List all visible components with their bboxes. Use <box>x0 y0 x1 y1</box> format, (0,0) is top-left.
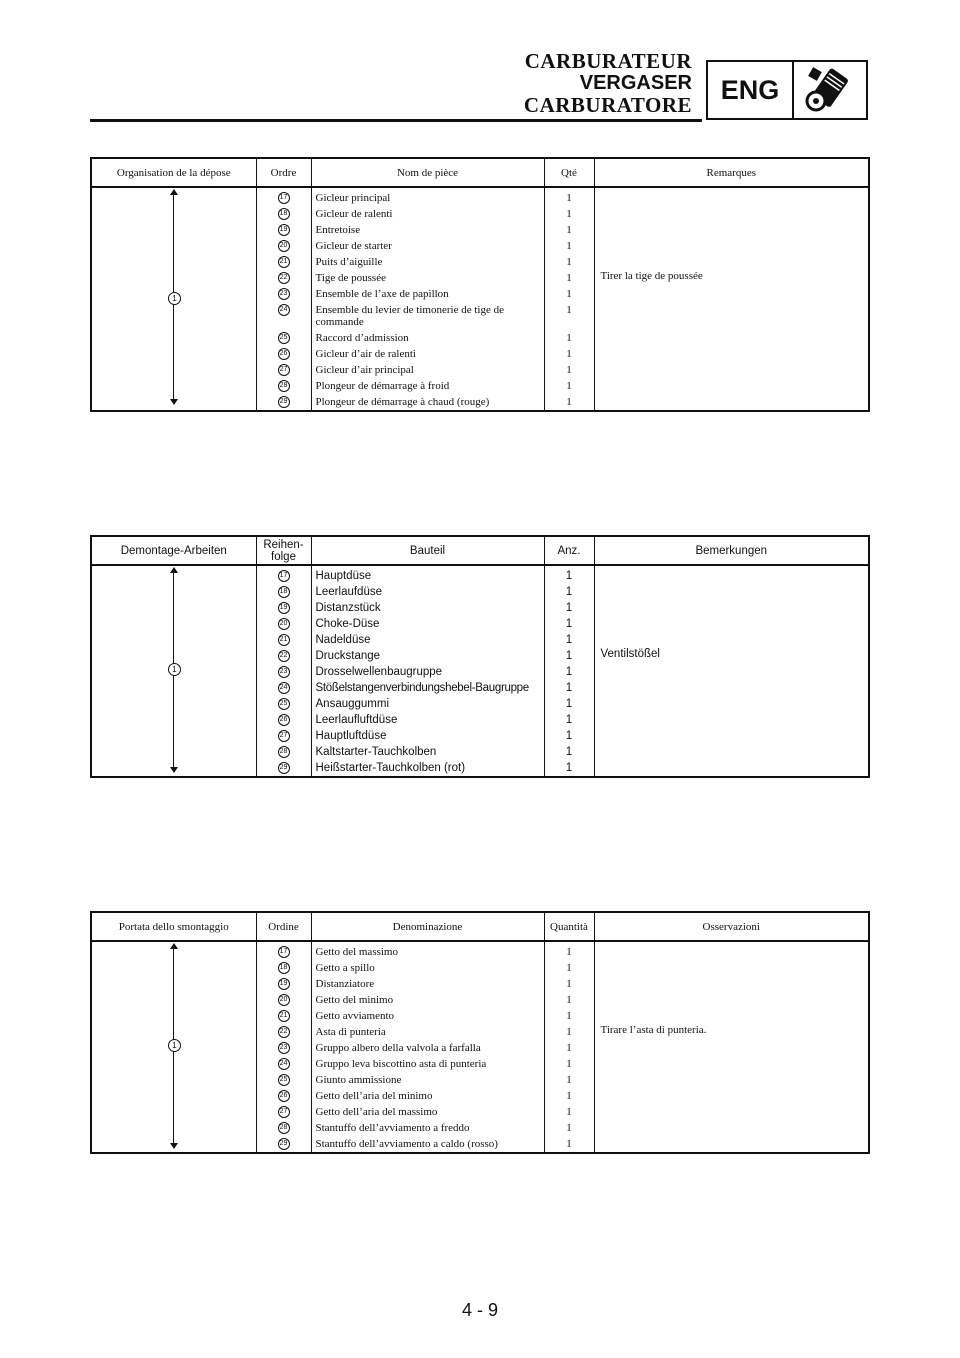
part-name: Getto del minimo <box>315 994 394 1006</box>
part-qty: 1 <box>566 304 572 316</box>
part-name: Distanziatore <box>315 978 375 990</box>
part-name: Druckstange <box>315 650 381 662</box>
part-qty: 1 <box>566 946 572 958</box>
part-number: 21 <box>278 634 290 646</box>
part-qty: 1 <box>565 650 573 662</box>
title-german: VERGASER <box>579 72 692 94</box>
part-number: 23 <box>278 288 290 300</box>
part-number: 21 <box>278 256 290 268</box>
part-name: Gicleur de ralenti <box>315 208 393 220</box>
arrow-up-icon <box>170 567 178 573</box>
part-qty: 1 <box>566 348 572 360</box>
part-number: 18 <box>278 586 290 598</box>
part-qty: 1 <box>566 396 572 408</box>
part-qty: 1 <box>565 746 573 758</box>
arrow-down-icon <box>170 1143 178 1149</box>
part-qty: 1 <box>566 978 572 990</box>
part-qty: 1 <box>566 1138 572 1150</box>
part-qty: 1 <box>565 698 573 710</box>
part-name: Drosselwellenbaugruppe <box>315 666 443 678</box>
quantity-column <box>544 941 594 1153</box>
part-qty: 1 <box>566 1026 572 1038</box>
part-number: 26 <box>278 1090 290 1102</box>
part-name: Getto dell’aria del massimo <box>315 1106 438 1118</box>
step-number: 1 <box>168 663 181 676</box>
part-qty: 1 <box>565 666 573 678</box>
part-name: Gicleur de starter <box>315 240 392 252</box>
header-order: Reihen- folge <box>256 536 311 565</box>
parts-table-german <box>90 535 870 778</box>
part-qty: 1 <box>566 240 572 252</box>
remarks-cell <box>594 565 869 777</box>
part-number: 22 <box>278 1026 290 1038</box>
part-name: Distanzstück <box>315 602 381 614</box>
header-organisation: Organisation de la dépose <box>91 158 256 187</box>
header-remarks: Bemerkungen <box>594 536 869 565</box>
parts-table-french <box>90 157 870 412</box>
part-qty: 1 <box>566 1010 572 1022</box>
part-number: 26 <box>278 348 290 360</box>
part-number: 28 <box>278 380 290 392</box>
part-name: Gruppo albero della valvola a farfalla <box>315 1042 481 1054</box>
part-name: Stantuffo dell’avviamento a freddo <box>315 1122 470 1134</box>
part-name: Leerlaufluftdüse <box>315 714 398 726</box>
part-name: Getto dell’aria del minimo <box>315 1090 433 1102</box>
part-qty: 1 <box>565 602 573 614</box>
part-number: 22 <box>278 272 290 284</box>
part-name: Hauptluftdüse <box>315 730 387 742</box>
part-qty: 1 <box>566 1042 572 1054</box>
header-quantity: Anz. <box>544 536 594 565</box>
header-part-name: Bauteil <box>311 536 544 565</box>
part-qty: 1 <box>566 272 572 284</box>
part-qty: 1 <box>566 288 572 300</box>
part-number: 29 <box>278 762 290 774</box>
part-name: Getto a spillo <box>315 962 375 974</box>
part-qty: 1 <box>565 682 573 694</box>
part-qty: 1 <box>566 208 572 220</box>
header-part-name: Nom de pièce <box>311 158 544 187</box>
part-name: Kaltstarter-Tauchkolben <box>315 746 437 758</box>
header-part-name: Denominazione <box>311 912 544 941</box>
part-number: 25 <box>278 332 290 344</box>
header-quantity: Quantità <box>544 912 594 941</box>
part-name: Hauptdüse <box>315 570 372 582</box>
header-remarks: Osservazioni <box>594 912 869 941</box>
part-name: Entretoise <box>315 224 361 236</box>
part-number: 23 <box>278 666 290 678</box>
header-organisation: Demontage-Arbeiten <box>91 536 256 565</box>
part-name: Tige de poussée <box>315 272 386 284</box>
part-qty: 1 <box>566 192 572 204</box>
step-range-cell <box>91 187 256 411</box>
part-qty: 1 <box>565 762 573 774</box>
part-qty: 1 <box>565 618 573 630</box>
part-name: Gicleur d’air principal <box>315 364 414 376</box>
step-number: 1 <box>168 1039 181 1052</box>
section-badge <box>706 60 868 120</box>
header-order: Ordre <box>256 158 311 187</box>
part-number: 27 <box>278 1106 290 1118</box>
part-number: 27 <box>278 364 290 376</box>
table-header-row <box>91 158 869 187</box>
arrow-up-icon <box>170 189 178 195</box>
remarks-cell <box>594 941 869 1153</box>
table-header-row <box>91 536 869 565</box>
part-number: 19 <box>278 224 290 236</box>
part-number: 17 <box>278 570 290 582</box>
part-name: Plongeur de démarrage à froid <box>315 380 450 392</box>
part-name: Asta di punteria <box>315 1026 386 1038</box>
part-qty: 1 <box>566 1122 572 1134</box>
part-number: 25 <box>278 698 290 710</box>
remark-text: Tirare l’asta di punteria. <box>600 1024 707 1036</box>
order-column <box>256 941 311 1153</box>
part-qty: 1 <box>566 364 572 376</box>
part-name: Stößelstangenverbindungshebel-Baugruppe <box>315 682 529 694</box>
part-number: 19 <box>278 602 290 614</box>
part-qty: 1 <box>565 570 573 582</box>
part-qty: 1 <box>566 1090 572 1102</box>
part-name: Puits d’aiguille <box>315 256 383 268</box>
part-qty: 1 <box>566 994 572 1006</box>
part-name: Choke-Düse <box>315 618 380 630</box>
part-name: Heißstarter-Tauchkolben (rot) <box>315 762 466 774</box>
part-name: Raccord d’admission <box>315 332 409 344</box>
header-rule <box>90 119 702 122</box>
quantity-column <box>544 565 594 777</box>
part-name: Gicleur principal <box>315 192 391 204</box>
part-number: 24 <box>278 304 290 316</box>
part-qty: 1 <box>566 962 572 974</box>
part-name-column <box>311 941 544 1153</box>
step-range-cell <box>91 565 256 777</box>
quantity-column <box>544 187 594 411</box>
part-number: 24 <box>278 1058 290 1070</box>
part-name: Gruppo leva biscottino asta di punteria <box>315 1058 487 1070</box>
part-name: Leerlaufdüse <box>315 586 382 598</box>
part-qty: 1 <box>566 1074 572 1086</box>
part-number: 25 <box>278 1074 290 1086</box>
part-number: 21 <box>278 1010 290 1022</box>
part-number: 18 <box>278 208 290 220</box>
part-qty: 1 <box>566 256 572 268</box>
part-qty: 1 <box>565 730 573 742</box>
part-number: 27 <box>278 730 290 742</box>
part-name-column <box>311 187 544 411</box>
part-name: Ansauggummi <box>315 698 390 710</box>
part-number: 20 <box>278 240 290 252</box>
part-name: Ensemble de l’axe de papillon <box>315 288 449 300</box>
part-number: 29 <box>278 1138 290 1150</box>
page-number: 4 - 9 <box>461 1300 499 1320</box>
part-number: 18 <box>278 962 290 974</box>
part-number: 23 <box>278 1042 290 1054</box>
part-number: 17 <box>278 192 290 204</box>
section-titles <box>524 50 692 116</box>
remark-text: Tirer la tige de poussée <box>600 270 703 282</box>
part-qty: 1 <box>566 380 572 392</box>
header-remarks: Remarques <box>594 158 869 187</box>
part-qty: 1 <box>566 1106 572 1118</box>
table-header-row <box>91 912 869 941</box>
part-number: 20 <box>278 994 290 1006</box>
part-qty: 1 <box>566 332 572 344</box>
part-qty: 1 <box>565 634 573 646</box>
part-number: 17 <box>278 946 290 958</box>
order-column <box>256 187 311 411</box>
part-name: Nadeldüse <box>315 634 371 646</box>
part-number: 28 <box>278 746 290 758</box>
part-name: Stantuffo dell’avviamento a caldo (rosso) <box>315 1138 498 1150</box>
parts-table-italian <box>90 911 870 1154</box>
part-number: 28 <box>278 1122 290 1134</box>
part-name: Gicleur d’air de ralenti <box>315 348 416 360</box>
part-name: Ensemble du levier de timonerie de tige de commande <box>315 304 504 328</box>
step-range-cell <box>91 941 256 1153</box>
part-number: 19 <box>278 978 290 990</box>
title-french: CARBURATEUR <box>524 49 692 73</box>
remarks-cell <box>594 187 869 411</box>
part-qty: 1 <box>566 224 572 236</box>
part-number: 29 <box>278 396 290 408</box>
order-column <box>256 565 311 777</box>
section-badge-label: ENG <box>708 62 794 118</box>
remark-text: Ventilstößel <box>600 648 660 660</box>
part-number: 24 <box>278 682 290 694</box>
part-name-column <box>311 565 544 777</box>
arrow-down-icon <box>170 399 178 405</box>
part-number: 26 <box>278 714 290 726</box>
part-number: 20 <box>278 618 290 630</box>
part-name: Plongeur de démarrage à chaud (rouge) <box>315 396 490 408</box>
engine-piston-icon <box>794 62 866 118</box>
part-name: Getto avviamento <box>315 1010 395 1022</box>
arrow-up-icon <box>170 943 178 949</box>
part-name: Giunto ammissione <box>315 1074 402 1086</box>
header-order: Ordine <box>256 912 311 941</box>
part-qty: 1 <box>565 586 573 598</box>
header-quantity: Qté <box>544 158 594 187</box>
arrow-down-icon <box>170 767 178 773</box>
step-number: 1 <box>168 292 181 305</box>
header-organisation: Portata dello smontaggio <box>91 912 256 941</box>
part-name: Getto del massimo <box>315 946 398 958</box>
part-qty: 1 <box>566 1058 572 1070</box>
title-italian: CARBURATORE <box>523 93 692 117</box>
part-number: 22 <box>278 650 290 662</box>
part-qty: 1 <box>565 714 573 726</box>
